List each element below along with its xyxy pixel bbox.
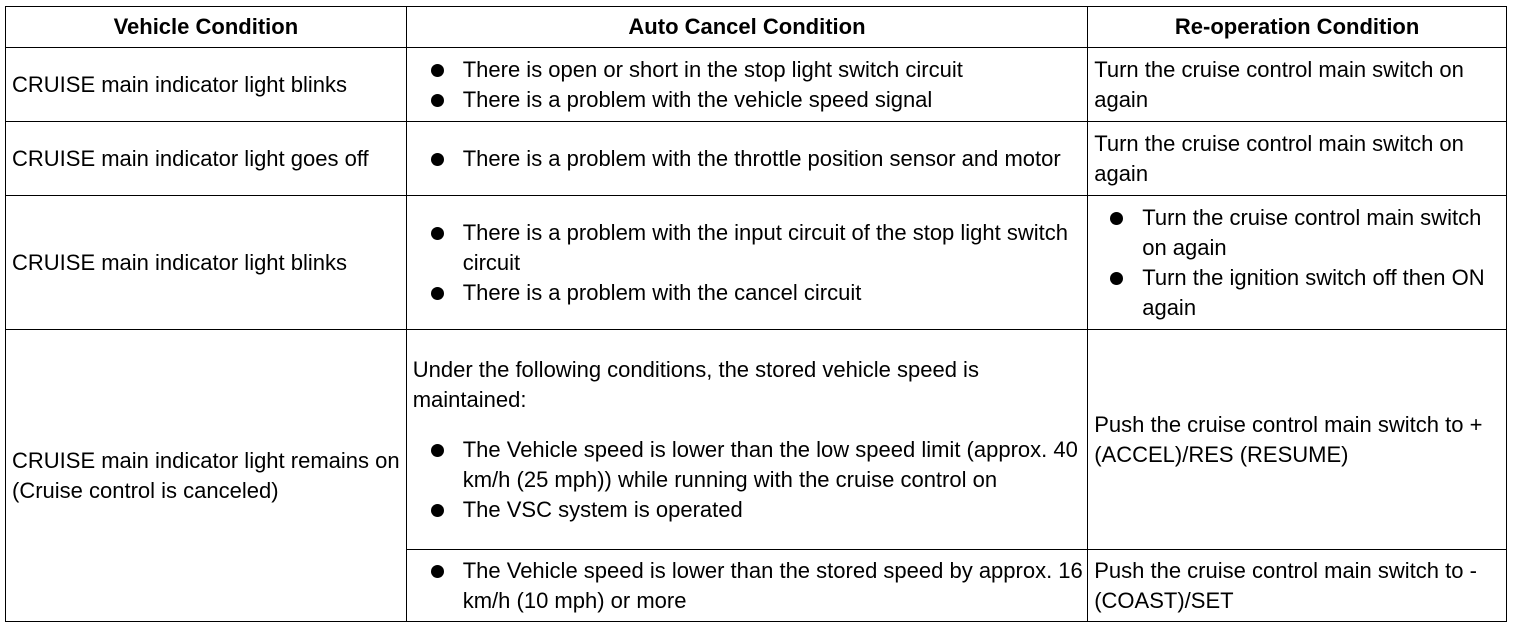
list-item-text: There is a problem with the cancel circuit (462, 279, 862, 305)
header-vehicle-condition: Vehicle Condition (6, 7, 407, 48)
list-item-text: There is a problem with the throttle position sensor and motor (462, 145, 1061, 171)
bullet-icon (431, 227, 444, 240)
list-item (413, 144, 1088, 174)
list-item-text: Turn the ignition switch off then ON again (1142, 264, 1485, 320)
list-item-text: There is open or short in the stop light switch circuit (462, 56, 963, 82)
reoperation-cell (1088, 196, 1507, 330)
vehicle-condition-cell: CRUISE main indicator light blinks (6, 196, 407, 330)
vehicle-condition-cell: CRUISE main indicator light remains on (Cruise control is canceled) (6, 330, 407, 622)
bullet-icon (431, 287, 444, 300)
header-reoperation-condition: Re-operation Condition (1088, 7, 1507, 48)
vehicle-condition-cell: CRUISE main indicator light goes off (6, 122, 407, 196)
list-item-text: The Vehicle speed is lower than the stored speed by approx. 16 km/h (10 mph) or more (462, 557, 1083, 613)
list-item (413, 556, 1088, 616)
cancel-list (413, 55, 1088, 115)
bullet-icon (1110, 272, 1123, 285)
reoperation-cell: Turn the cruise control main switch on again (1088, 48, 1507, 122)
intro-text: Under the following conditions, the stored vehicle speed is maintained: (412, 356, 979, 412)
cancel-list (413, 144, 1088, 174)
cancel-list (413, 218, 1088, 308)
list-item (413, 85, 1088, 115)
auto-cancel-cell (406, 48, 1088, 122)
list-item (413, 278, 1088, 308)
vehicle-condition-cell: CRUISE main indicator light blinks (6, 48, 407, 122)
list-item-text: Turn the cruise control main switch on again (1142, 204, 1482, 260)
list-item (413, 435, 1088, 495)
cancel-list (413, 556, 1088, 616)
bullet-icon (1110, 212, 1123, 225)
auto-cancel-cell (406, 196, 1088, 330)
table-row (6, 330, 1507, 550)
header-row (6, 7, 1507, 48)
list-item-text: There is a problem with the input circuit of the stop light switch circuit (462, 219, 1068, 275)
list-item (1094, 203, 1506, 263)
table-row (6, 122, 1507, 196)
reoperation-cell: Turn the cruise control main switch on again (1088, 122, 1507, 196)
auto-cancel-cell (406, 122, 1088, 196)
table-row (6, 48, 1507, 122)
list-item (413, 218, 1088, 278)
bullet-icon (431, 153, 444, 166)
reoperation-cell: Push the cruise control main switch to - (COAST)/SET (1088, 550, 1507, 622)
list-item-text: The VSC system is operated (462, 496, 743, 522)
list-item (413, 55, 1088, 85)
list-item-text: The Vehicle speed is lower than the low speed limit (approx. 40 km/h (25 mph)) while running with the cruise control on (462, 436, 1078, 492)
table-row (6, 196, 1507, 330)
cancel-list (413, 435, 1088, 525)
reoperation-cell: Push the cruise control main switch to + (ACCEL)/RES (RESUME) (1088, 330, 1507, 550)
auto-cancel-cell (406, 330, 1088, 550)
list-item (1094, 263, 1506, 323)
header-auto-cancel-condition: Auto Cancel Condition (406, 7, 1088, 48)
auto-cancel-cell (406, 550, 1088, 622)
condition-table (5, 6, 1507, 622)
bullet-icon (431, 94, 444, 107)
bullet-icon (431, 64, 444, 77)
bullet-icon (431, 565, 444, 578)
reoperation-list (1094, 203, 1506, 323)
bullet-icon (431, 504, 444, 517)
list-item-text: There is a problem with the vehicle speed signal (462, 86, 933, 112)
bullet-icon (431, 444, 444, 457)
list-item (413, 495, 1088, 525)
